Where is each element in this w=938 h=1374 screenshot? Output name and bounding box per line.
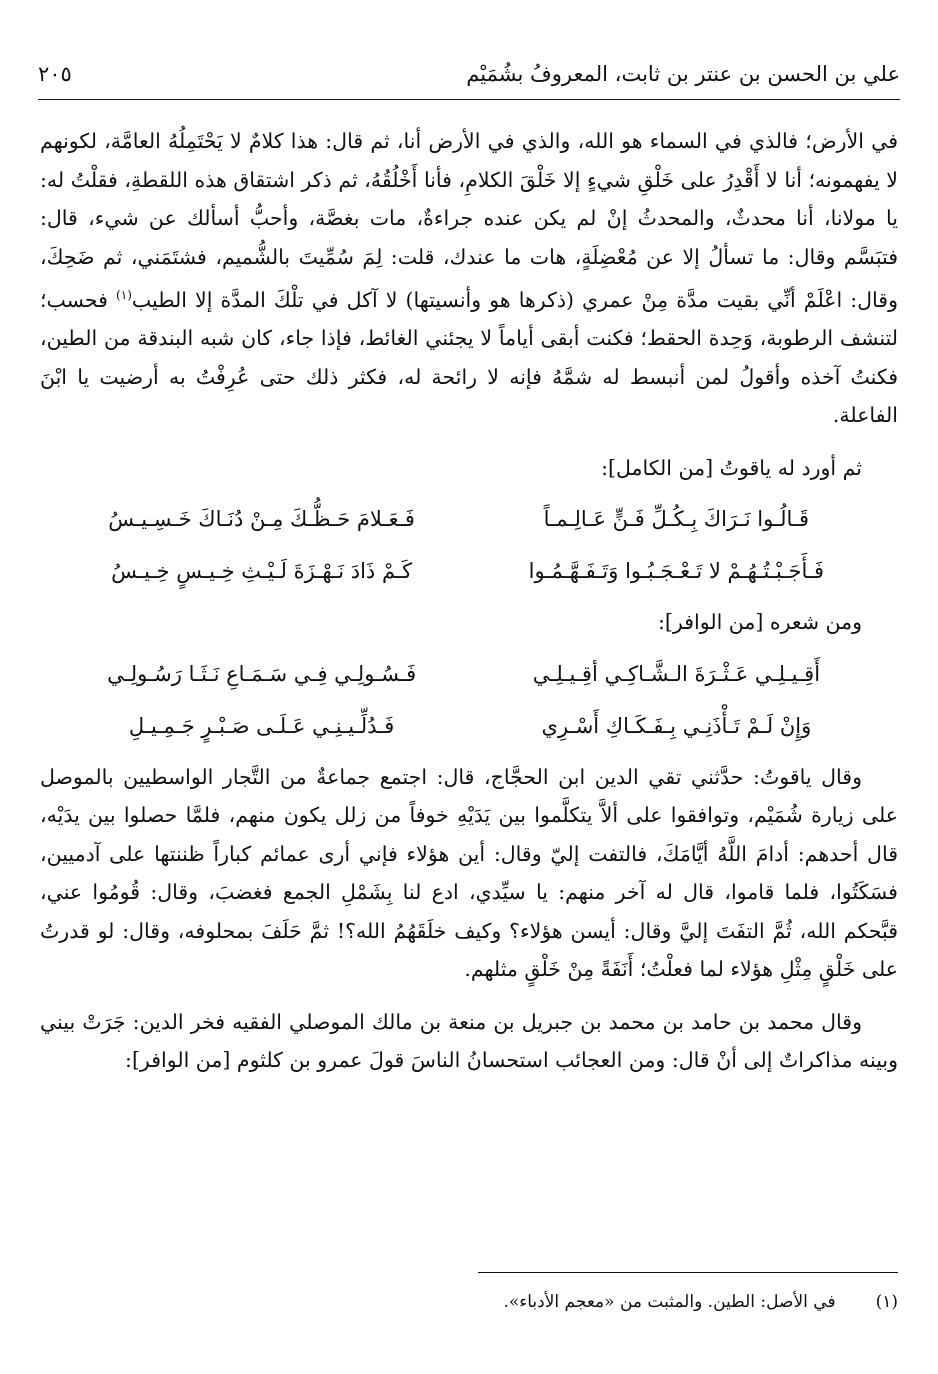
verse-first-hemistich: قَـالُـوا نَـرَاكَ بِـكُـلِّ فَـنٍّ عَـالِـمـاً: [543, 507, 810, 532]
verse-first-hemistich: فَـأَجَـبْـتُـهُـمْ لا تَـعْـجَـبُـوا وَتَـفَـهَّـمُـوا: [528, 559, 825, 584]
verse-line: [40, 545, 898, 597]
poem-wafir: [40, 648, 898, 752]
verse-second-hemistich: فَـسُـولِـي فِـي سَـمَـاعِ نَـثَـا رَسُـولِـي: [107, 661, 417, 686]
verse-line: [40, 648, 898, 700]
verse-line: [40, 493, 898, 545]
paragraph-text: في الأرض؛ فالذي في السماء هو الله، والذي في الأرض أنا، ثم قال: هذا كلامٌ لا يَحْتَمِلُهُ العامَّة، لكونهم لا يفهمونه؛ أنا لا أَقْدِرُ على خَلْقِ شيءٍ إلا خَلْقَ الكلامِ، فأنا أَخْلُقُهُ، ثم ذكر اشتقاق هذه اللقطةِ، فقلْتُ له: يا مولانا، أنا محدثٌ، والمحدثُ إنْ لم يكن عنده جراءةٌ، مات بغصَّة، وأحبُّ أسألك عن شيء، قال: فتبَسَّم وقال: ما تسألُ إلا عن مُعْضِلَةٍ، هات ما عندك، قلت: لِمَ سُمِّيتَ بالشُّميم، فشتَمَني، ثم ضَحِكَ، وقال: اعْلَمْ أنِّي بقيت مدَّة مِنْ عمري (ذكرها هو وأنسيتها) لا آكل في تلْكَ المدَّة إلا الطيب: [40, 129, 898, 312]
paragraph: وقال ياقوتُ: حدَّثني تقي الدين ابن الحجَّاج، قال: اجتمع جماعةٌ من التَّجار الواسطيين بالموصل على زيارة شُمَيْم، وتوافقوا على ألاَّ يتكلَّموا بين يَدَيْهِ خوفاً من زلل يكون منهم، فلمَّا حصلوا بين يدَيْه، قال أحدهم: أدامَ اللَّهُ أيَّامَكَ، فالتفت إليّ وقال: أين هؤلاء فإني أرى عمائم كباراً ظننتها على آدميين، فسَكَتُوا، فلما قاموا، قال له آخر منهم: يا سيِّدي، ادع لنا بِشَمْلِ الجمع فغضبَ، وقال: قُومُوا عني، قبَّحكم الله، ثُمَّ التفَتَ إليَّ وقال: أيسن هؤلاء؟ وكيف خلَقَهُمُ الله؟! ثمَّ حَلَفَ بمحلوفه، وقال: لو قدرتُ على خَلْقٍ مِثْلِ هؤلاء لما فعلْتُ؛ أَنَفَةً مِنْ خَلْقٍ مثلهم.: [40, 764, 898, 982]
paragraph: [40, 122, 898, 435]
paragraph: وقال محمد بن حامد بن محمد بن جبريل بن منعة بن مالك الموصلي الفقيه فخر الدين: جَرَتْ بيني وبينه مذاكراتٌ إلى أنْ قال: ومن العجائب استحسانُ الناسَ قولَ عمرو بن كلثوم [من الوافر]:: [40, 1009, 898, 1073]
header-title: علي بن الحسن بن عنتر بن ثابت، المعروفُ بشُمَيْم: [466, 62, 900, 86]
paragraph-text-tail: فحسب؛ لتنشف الرطوبة، وَحِدة الحقط؛ فكنت أبقى أياماً لا يجئني الغائط، فإذا جاء، كان شبه البندقة من الطين، فكنتُ آخذه وأقولُ لمن أنبسط له شمَّهُ فإنه لا رائحة له، فكثر ذلك حتى عُرِفْتُ به أرضيت يا ابْنَ الفاعلة.: [40, 287, 898, 428]
running-header: [38, 52, 900, 96]
page-number: ٢٠٥: [38, 62, 72, 86]
verse-second-hemistich: فَـدُلِّـيـنِـي عَـلَـى صَـبْـرٍ جَـمِـيـلِ: [128, 713, 395, 738]
footnote-reference[interactable]: (١): [116, 288, 132, 302]
verse-first-hemistich: وَإِنْ لَـمْ تَـأْذَنِـي بِـفَـكَـاكِ أَسْـرِي: [541, 713, 812, 738]
verse-second-hemistich: كَـمْ ذَادَ نَـهْـزَةَ لَـيْـثِ خِـيـسٍ خِـيـسُ: [111, 559, 413, 584]
footnote-text: في الأصل: الطين. والمثبت من «معجم الأدباء».: [503, 1292, 836, 1312]
verse-second-hemistich: فَـعَـلامَ حَـظُّـكَ مِـنْ دُنَـاكَ خَـسِـيـسُ: [108, 507, 415, 532]
verse-first-hemistich: أَقِـيـلِـي عَـثْـرَةَ الـشَّـاكِـي أقِـيـلِـي: [532, 661, 821, 686]
header-divider: [38, 99, 900, 100]
poem-intro: ومن شعره [من الوافر]:: [658, 610, 862, 635]
poem-kamil: [40, 493, 898, 597]
main-text: [40, 122, 898, 1080]
poem-intro: ثم أورد له ياقوتُ [من الكامل]:: [601, 455, 862, 480]
footnote: [40, 1292, 898, 1312]
footnote-number: (١): [875, 1292, 898, 1312]
verse-line: [40, 700, 898, 752]
footnote-divider: [478, 1272, 898, 1273]
